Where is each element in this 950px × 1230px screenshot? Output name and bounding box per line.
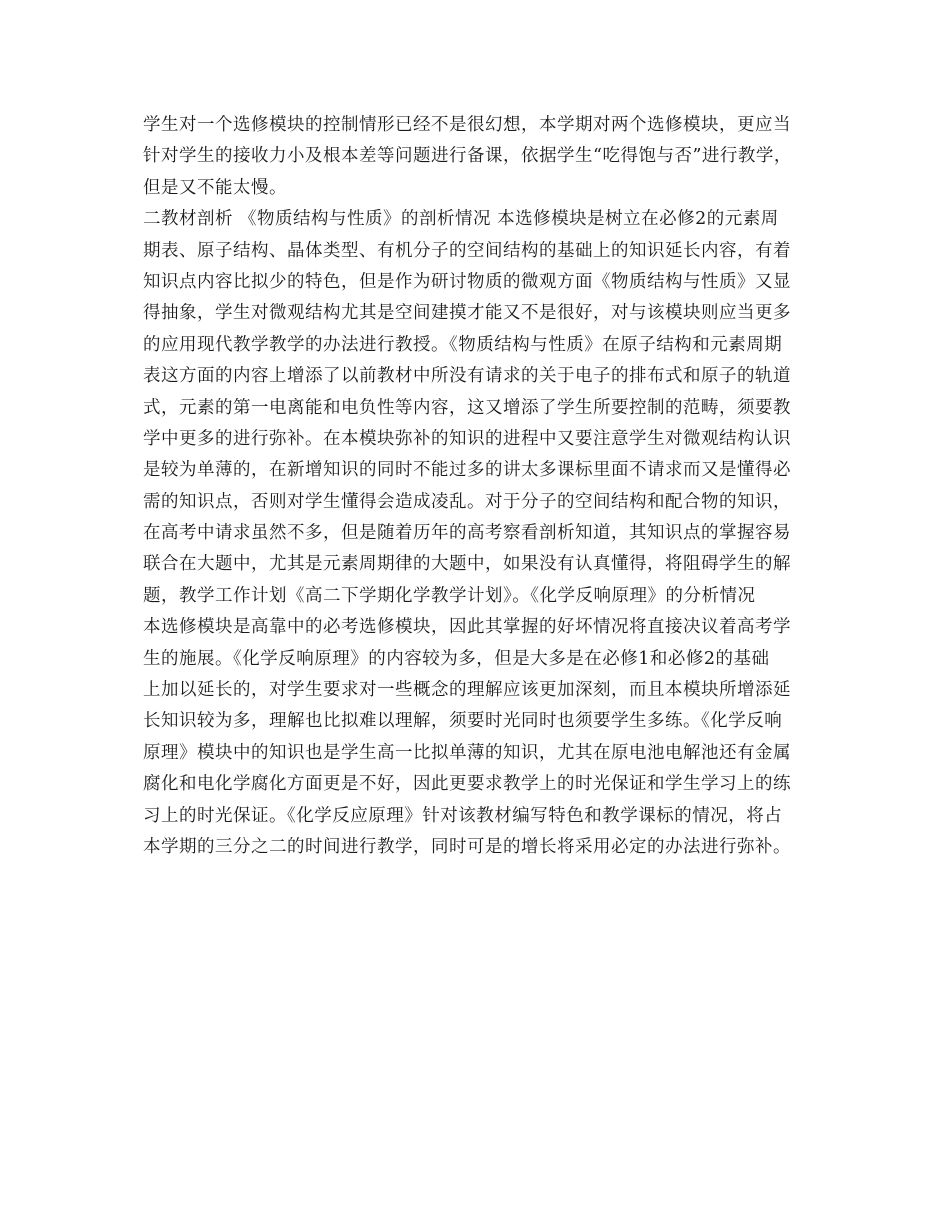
text-line: 生的施展。《化学反响原理》的内容较为多，但是大多是在必修1和必修2的基础: [143, 648, 770, 669]
text-line: 式，元素的第一电离能和电负性等内容，这又增添了学生所要控制的范畴，须要教: [143, 397, 791, 418]
text-line: 期表、原子结构、晶体类型、有机分子的空间结构的基础上的知识延长内容，有着: [143, 240, 791, 261]
text-line: 二教材剖析 《物质结构与性质》的剖析情况 本选修模块是树立在必修2的元素周: [143, 209, 779, 230]
text-line: 但是又不能太慢。: [143, 177, 287, 198]
text-line: 习上的时光保证。《化学反应原理》针对该教材编写特色和教学课标的情况，将占: [143, 805, 783, 826]
text-line: 上加以延长的，对学生要求对一些概念的理解应该更加深刻，而且本模块所增添延: [143, 680, 791, 701]
text-line: 题，教学工作计划《高二下学期化学教学计划》。《化学反响原理》的分析情况: [143, 585, 756, 606]
text-line: 针对学生的接收力小及根本差等问题进行备课，依据学生“吃得饱与否”进行教学，: [143, 146, 792, 167]
text-line: 表这方面的内容上增添了以前教材中所没有请求的关于电子的排布式和原子的轨道: [143, 366, 791, 387]
text-line: 的应用现代教学教学的办法进行教授。《物质结构与性质》在原子结构和元素周期: [143, 334, 783, 355]
text-line: 联合在大题中，尤其是元素周期律的大题中，如果没有认真懂得，将阻碍学生的解: [143, 554, 791, 575]
text-line: 得抽象，学生对微观结构尤其是空间建摸才能又不是很好，对与该模块则应当更多: [143, 303, 791, 324]
body-text: [143, 110, 843, 863]
text-line: 知识点内容比拟少的特色，但是作为研讨物质的微观方面《物质结构与性质》又显: [143, 271, 791, 292]
text-line: 需的知识点，否则对学生懂得会造成凌乱。对于分子的空间结构和配合物的知识，: [143, 491, 791, 512]
text-line: 是较为单薄的，在新增知识的同时不能过多的讲太多课标里面不请求而又是懂得必: [143, 460, 791, 481]
text-line: 学生对一个选修模块的控制情形已经不是很幻想，本学期对两个选修模块，更应当: [143, 115, 791, 135]
text-line: 原理》模块中的知识也是学生高一比拟单薄的知识，尤其在原电池电解池还有金属: [143, 742, 791, 763]
text-line: 本学期的三分之二的时间进行教学，同时可是的增长将采用必定的办法进行弥补。: [143, 836, 791, 857]
text-line: 在高考中请求虽然不多，但是随着历年的高考察看剖析知道，其知识点的掌握容易: [143, 523, 791, 544]
text-line: 腐化和电化学腐化方面更是不好，因此更要求教学上的时光保证和学生学习上的练: [143, 774, 791, 795]
text-line: 学中更多的进行弥补。在本模块弥补的知识的进程中又要注意学生对微观结构认识: [143, 428, 791, 449]
text-line: 本选修模块是高靠中的必考选修模块，因此其掌握的好坏情况将直接决议着高考学: [143, 617, 791, 638]
text-line: 长知识较为多，理解也比拟难以理解，须要时光同时也须要学生多练。《化学反响: [143, 711, 783, 732]
